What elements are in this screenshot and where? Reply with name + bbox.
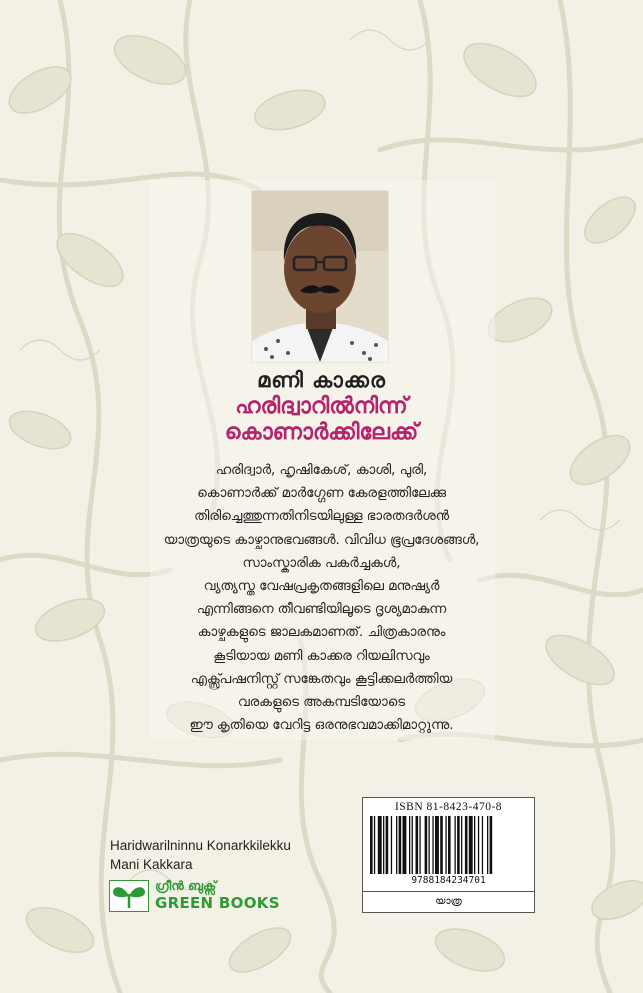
barcode-bar <box>383 816 384 874</box>
publisher-name-english: GREEN BOOKS <box>155 894 280 912</box>
barcode-bar <box>474 816 475 874</box>
isbn-label: ISBN 81-8423-470-8 <box>394 801 503 813</box>
barcode <box>370 816 527 874</box>
blurb-line: ഹരിദ്വാർ, ഹൃഷികേശ്, കാശി, പുരി, <box>215 463 428 478</box>
barcode-bar <box>457 816 460 874</box>
barcode-bar <box>396 816 397 874</box>
barcode-bar <box>416 816 419 874</box>
barcode-bar <box>412 816 413 874</box>
blurb-line: തിരിച്ചെത്തുന്നതിനിടയിലുള്ള ഭാരതദർശൻ <box>194 509 449 525</box>
blurb-line: വരകളുടെ അകമ്പടിയോടെ <box>237 695 406 711</box>
blurb-line: ഈ കൃതിയെ വേറിട്ട ഒരനുഭവമാക്കിമാറ്റുന്നു. <box>189 718 454 734</box>
barcode-bar <box>378 816 382 874</box>
blurb-line: കാഴ്ചകളുടെ ജാലകമാണത്. ചിത്രകാരനും <box>197 625 446 641</box>
barcode-bar <box>409 816 410 874</box>
barcode-bar <box>487 816 488 874</box>
book-title-line-2: കൊണാർക്കിലേക്ക് <box>224 420 419 445</box>
barcode-number: 9788184234701 <box>411 875 486 886</box>
barcode-bar <box>445 816 446 874</box>
barcode-bar <box>478 816 479 874</box>
blurb-line: എന്നിങ്ങനെ തീവണ്ടിയിലൂടെ ദൃശ്യമാകുന്ന <box>196 602 447 618</box>
barcode-bar <box>455 816 456 874</box>
book-blurb <box>160 459 483 737</box>
barcode-bar <box>432 816 433 874</box>
author-name-malayalam: മണി കാക്കര <box>257 368 386 392</box>
barcode-bar <box>461 816 462 874</box>
blurb-line: എക്സ്പ്രഷനിസ്റ്റ് സങ്കേതവും കൂട്ടിക്കലർത്തിയ <box>190 671 453 687</box>
barcode-bar <box>490 816 493 874</box>
barcode-bar <box>429 816 430 874</box>
barcode-bar <box>465 816 468 874</box>
barcode-bar <box>403 816 407 874</box>
blurb-line: യാത്രയുടെ കാഴ്ചാനുഭവങ്ങൾ. വിവിധ ഭൂപ്രദേശങ്ങൾ, <box>163 532 480 548</box>
blurb-line: സാംസ്കാരിക പകർച്ചകൾ, <box>242 555 401 571</box>
barcode-bar <box>425 816 428 874</box>
green-books-leaf-icon <box>109 880 149 912</box>
isbn-barcode-box <box>362 797 535 913</box>
book-title-line-1: ഹരിദ്വാറിൽനിന്ന് <box>235 394 408 419</box>
book-title-english: Haridwarilninnu Konarkkilekku <box>110 838 291 853</box>
book-title-malayalam <box>0 394 643 446</box>
barcode-bar <box>440 816 443 874</box>
blurb-line: കൂടിയായ മണി കാക്കര റിയലിസവും <box>213 648 430 664</box>
barcode-bar <box>448 816 451 874</box>
barcode-bar <box>435 816 439 874</box>
imprint-english <box>110 836 291 874</box>
barcode-bar <box>386 816 389 874</box>
barcode-bar <box>482 816 483 874</box>
barcode-bar <box>391 816 392 874</box>
category-label: യാത്ര <box>363 891 534 912</box>
barcode-bar <box>469 816 473 874</box>
author-photo <box>252 191 388 362</box>
blurb-line: കൊണാർക്ക് മാർഗ്ഗേണ കേരളത്തിലേക്കു <box>197 486 446 502</box>
barcode-bar <box>419 816 420 874</box>
barcode-bar <box>370 816 373 874</box>
author-name-english: Mani Kakkara <box>110 857 193 872</box>
barcode-bar <box>399 816 402 874</box>
publisher-name-malayalam: ഗ്രീൻ ബുക്സ് <box>155 878 217 893</box>
barcode-bar <box>374 816 375 874</box>
blurb-line: വ്യത്യസ്ത വേഷപ്രകൃതങ്ങളിലെ മനുഷ്യർ <box>203 579 440 595</box>
